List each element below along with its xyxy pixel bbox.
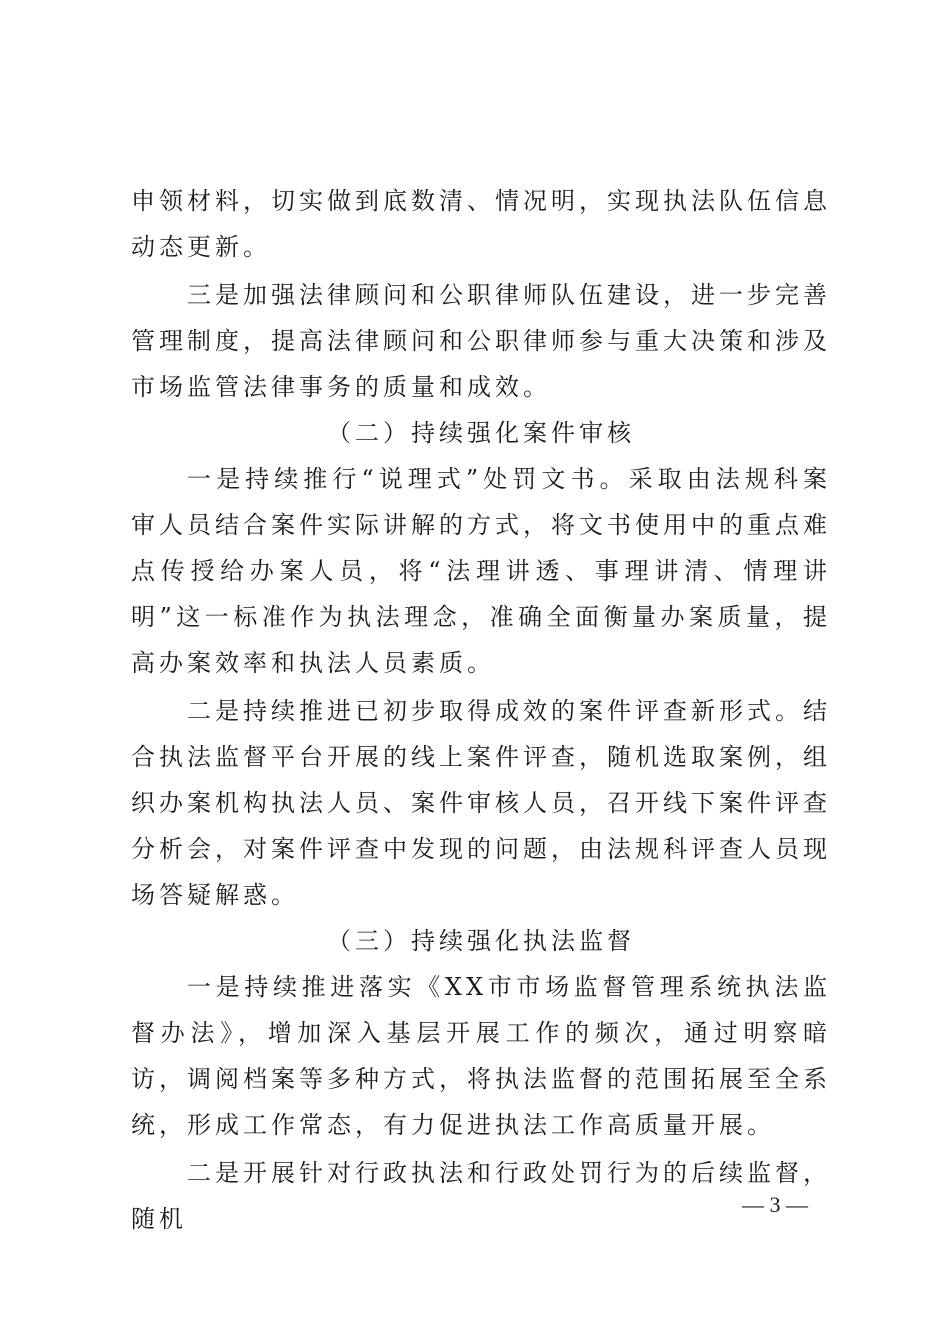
- paragraph-case-evaluation: 二是持续推进已初步取得成效的案件评查新形式。结合执法监督平台开展的线上案件评查，随机选取案例，组织办案机构执法人员、案件审核人员，召开线下案件评查分析会，对案件评查中发现的问题，由法规科评查人员现场答疑解惑。: [131, 697, 831, 909]
- section-heading-case-review: （二）持续强化案件审核: [327, 419, 635, 447]
- document-body: [131, 178, 831, 1242]
- page-number: — 3 —: [742, 1192, 808, 1217]
- paragraph-continued: 申领材料，切实做到底数清、情况明，实现执法队伍信息动态更新。: [131, 187, 831, 261]
- paragraph-supervision-measures: 一是持续推进落实《XX市市场监督管理系统执法监督办法》，增加深入基层开展工作的频次，通过明察暗访，调阅档案等多种方式，将执法监督的范围拓展至全系统，形成工作常态，有力促进执法工作高质量开展。: [131, 973, 831, 1139]
- paragraph-follow-up-supervision: 二是开展针对行政执法和行政处罚行为的后续监督，随机: [131, 1159, 831, 1233]
- section-heading-enforcement-supervision: （三）持续强化执法监督: [327, 927, 635, 955]
- paragraph-legal-advisers: 三是加强法律顾问和公职律师队伍建设，进一步完善管理制度，提高法律顾问和公职律师参与重大决策和涉及市场监管法律事务的质量和成效。: [131, 281, 831, 401]
- paragraph-reasoning-documents: 一是持续推行“说理式”处罚文书。采取由法规科案审人员结合案件实际讲解的方式，将文书使用中的重点难点传授给办案人员，将“法理讲透、事理讲清、情理讲明”这一标准作为执法理念，准确全面衡量办案质量，提高办案效率和执法人员素质。: [131, 465, 831, 677]
